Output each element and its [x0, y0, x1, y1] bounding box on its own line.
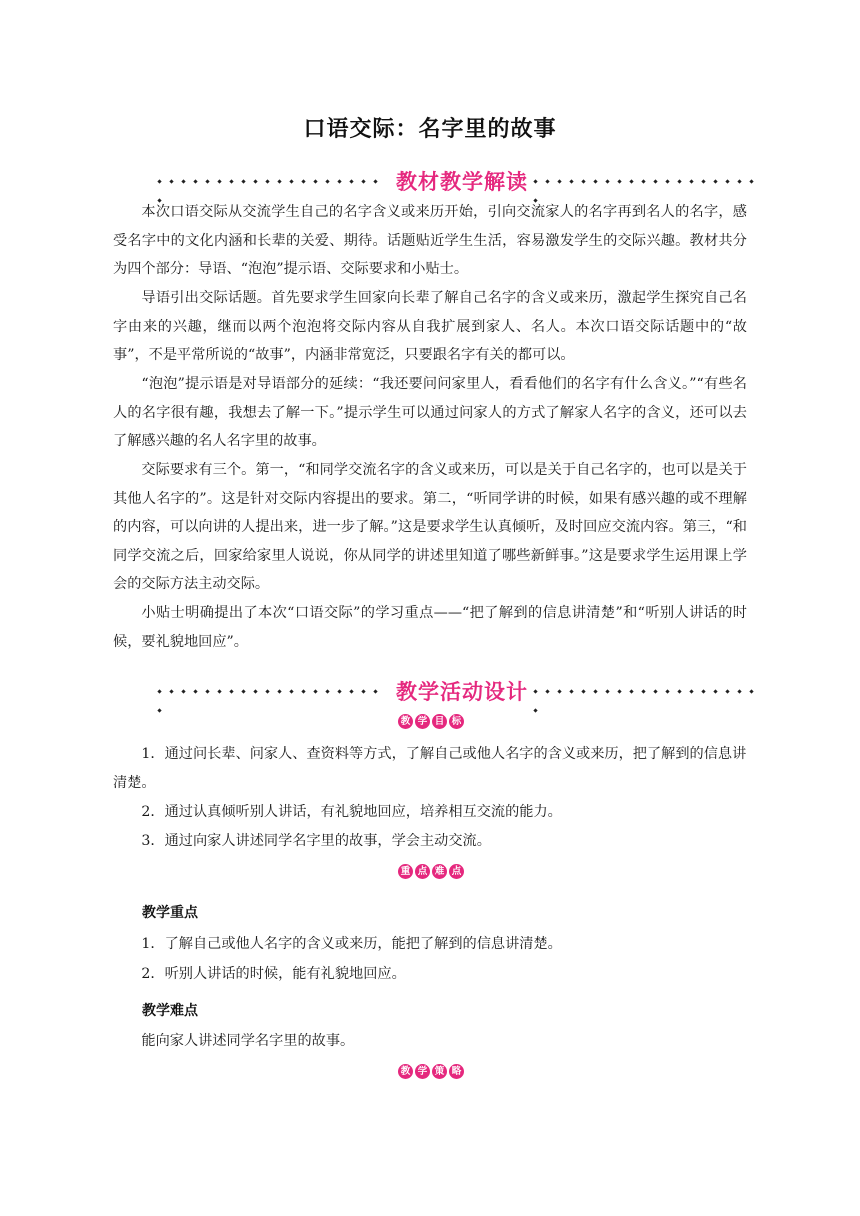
paragraph: 导语引出交际话题。首先要求学生回家向长辈了解自己名字的含义或来历，激起学生探究自己名字由来的兴趣，继而以两个泡泡将交际内容从自我扩展到家人、名人。本次口语交际话题中的“故事”，不是平常所说的“故事”，内涵非常宽泛，只要跟名字有关的都可以。 — [113, 290, 747, 364]
banner-dot — [557, 179, 561, 183]
banner-dot — [581, 179, 585, 183]
banner-dot — [677, 689, 681, 693]
section-heading: 教学活动设计 — [396, 680, 528, 704]
badge-char: 教 — [398, 714, 413, 729]
banner-dot — [737, 689, 741, 693]
banner-dot — [617, 179, 621, 183]
banner-dot — [641, 689, 645, 693]
paragraph: 本次口语交际从交流学生自己的名字含义或来历开始，引向交流家人的名字再到名人的名字，感受名字中的文化内涵和长辈的关爱、期待。话题贴近学生生活，容易激发学生的交际兴趣。教材共分为四个部分：导语、“泡泡”提示语、交际要求和小贴士。 — [113, 204, 747, 278]
banner-dot — [749, 689, 753, 693]
banner-dot — [665, 689, 669, 693]
key-point-item: 1．了解自己或他人名字的含义或来历，能把了解到的信息讲清楚。 — [141, 936, 562, 952]
banner-dot — [701, 179, 705, 183]
subheading-key-points: 教学重点 — [142, 905, 198, 921]
banner-dot — [689, 689, 693, 693]
badge-char: 策 — [432, 1064, 447, 1079]
banner-dot — [629, 689, 633, 693]
paragraph: 交际要求有三个。第一，“和同学交流名字的含义或来历，可以是关于自己名字的，也可以是关于其他人名字的”。这是针对交际内容提出的要求。第二，“听同学讲的时候，如果有感兴趣的或不理解的内容，可以向讲的人提出来，进一步了解。”这是要求学生认真倾听，及时回应交流内容。第三，“和同学交流之后，回家给家里人说说，你从同学的讲述里知道了哪些新鲜事。”这是要求学生运用课上学会的交际方法主动交际。 — [113, 462, 747, 593]
badge-char: 学 — [415, 714, 430, 729]
banner-dot — [749, 179, 753, 183]
banner-dot — [653, 689, 657, 693]
banner-dot — [557, 689, 561, 693]
banner-dot — [677, 179, 681, 183]
badge-char: 难 — [432, 864, 447, 879]
badge-char: 目 — [432, 714, 447, 729]
badge-char: 重 — [398, 864, 413, 879]
banner-dots-right — [534, 180, 766, 184]
subheading-difficult-points: 教学难点 — [142, 1003, 198, 1019]
banner-dot — [533, 708, 537, 712]
banner-dot — [725, 179, 729, 183]
difficult-point-text: 能向家人讲述同学名字里的故事。 — [141, 1033, 355, 1049]
goal-item: 1．通过问长辈、问家人、查资料等方式，了解自己或他人名字的含义或来历，把了解到的信息讲清楚。 — [113, 746, 747, 791]
banner-dot — [593, 689, 597, 693]
banner-dot — [533, 689, 537, 693]
goal-item: 2．通过认真倾听别人讲话，有礼貌地回应，培养相互交流的能力。 — [141, 804, 562, 820]
section-banner-activity-design — [158, 676, 766, 706]
banner-dot — [545, 179, 549, 183]
section-heading: 教材教学解读 — [396, 170, 528, 194]
paragraph: 小贴士明确提出了本次“口语交际”的学习重点——“把了解到的信息讲清楚”和“听别人讲话的时候，要礼貌地回应”。 — [113, 605, 747, 650]
banner-dot — [641, 179, 645, 183]
banner-dot — [581, 689, 585, 693]
banner-dot — [569, 689, 573, 693]
badge-char: 标 — [449, 714, 464, 729]
badge-teaching-goals — [398, 714, 464, 729]
banner-dot — [725, 689, 729, 693]
banner-dots-right — [534, 690, 766, 694]
banner-dot — [605, 179, 609, 183]
banner-dot — [629, 179, 633, 183]
paragraph: “泡泡”提示语是对导语部分的延续：“我还要问问家里人，看看他们的名字有什么含义。”“有些名人的名字很有趣，我想去了解一下。”提示学生可以通过问家人的方式了解家人名字的含义，还可以去了解感兴趣的名人名字里的故事。 — [113, 376, 747, 450]
banner-dot — [689, 179, 693, 183]
banner-dot — [157, 708, 161, 712]
goal-item: 3．通过向家人讲述同学名字里的故事，学会主动交流。 — [141, 833, 491, 849]
badge-char: 略 — [449, 1064, 464, 1079]
section-banner-textbook-analysis — [158, 166, 766, 196]
banner-dot — [545, 689, 549, 693]
banner-dot — [653, 179, 657, 183]
badge-char: 教 — [398, 1064, 413, 1079]
banner-dot — [605, 689, 609, 693]
badge-char: 点 — [449, 864, 464, 879]
badge-char: 学 — [415, 1064, 430, 1079]
banner-dot — [569, 179, 573, 183]
badge-key-difficult-points — [398, 864, 464, 879]
badge-char: 点 — [415, 864, 430, 879]
banner-dot — [713, 179, 717, 183]
banner-dot — [617, 689, 621, 693]
banner-dot — [665, 179, 669, 183]
key-point-item: 2．听别人讲话的时候，能有礼貌地回应。 — [141, 966, 406, 982]
page-title: 口语交际：名字里的故事 — [303, 117, 557, 142]
banner-dot — [593, 179, 597, 183]
banner-dot — [533, 179, 537, 183]
badge-teaching-strategy — [398, 1064, 464, 1079]
banner-dot — [713, 689, 717, 693]
banner-dot — [737, 179, 741, 183]
banner-dot — [701, 689, 705, 693]
